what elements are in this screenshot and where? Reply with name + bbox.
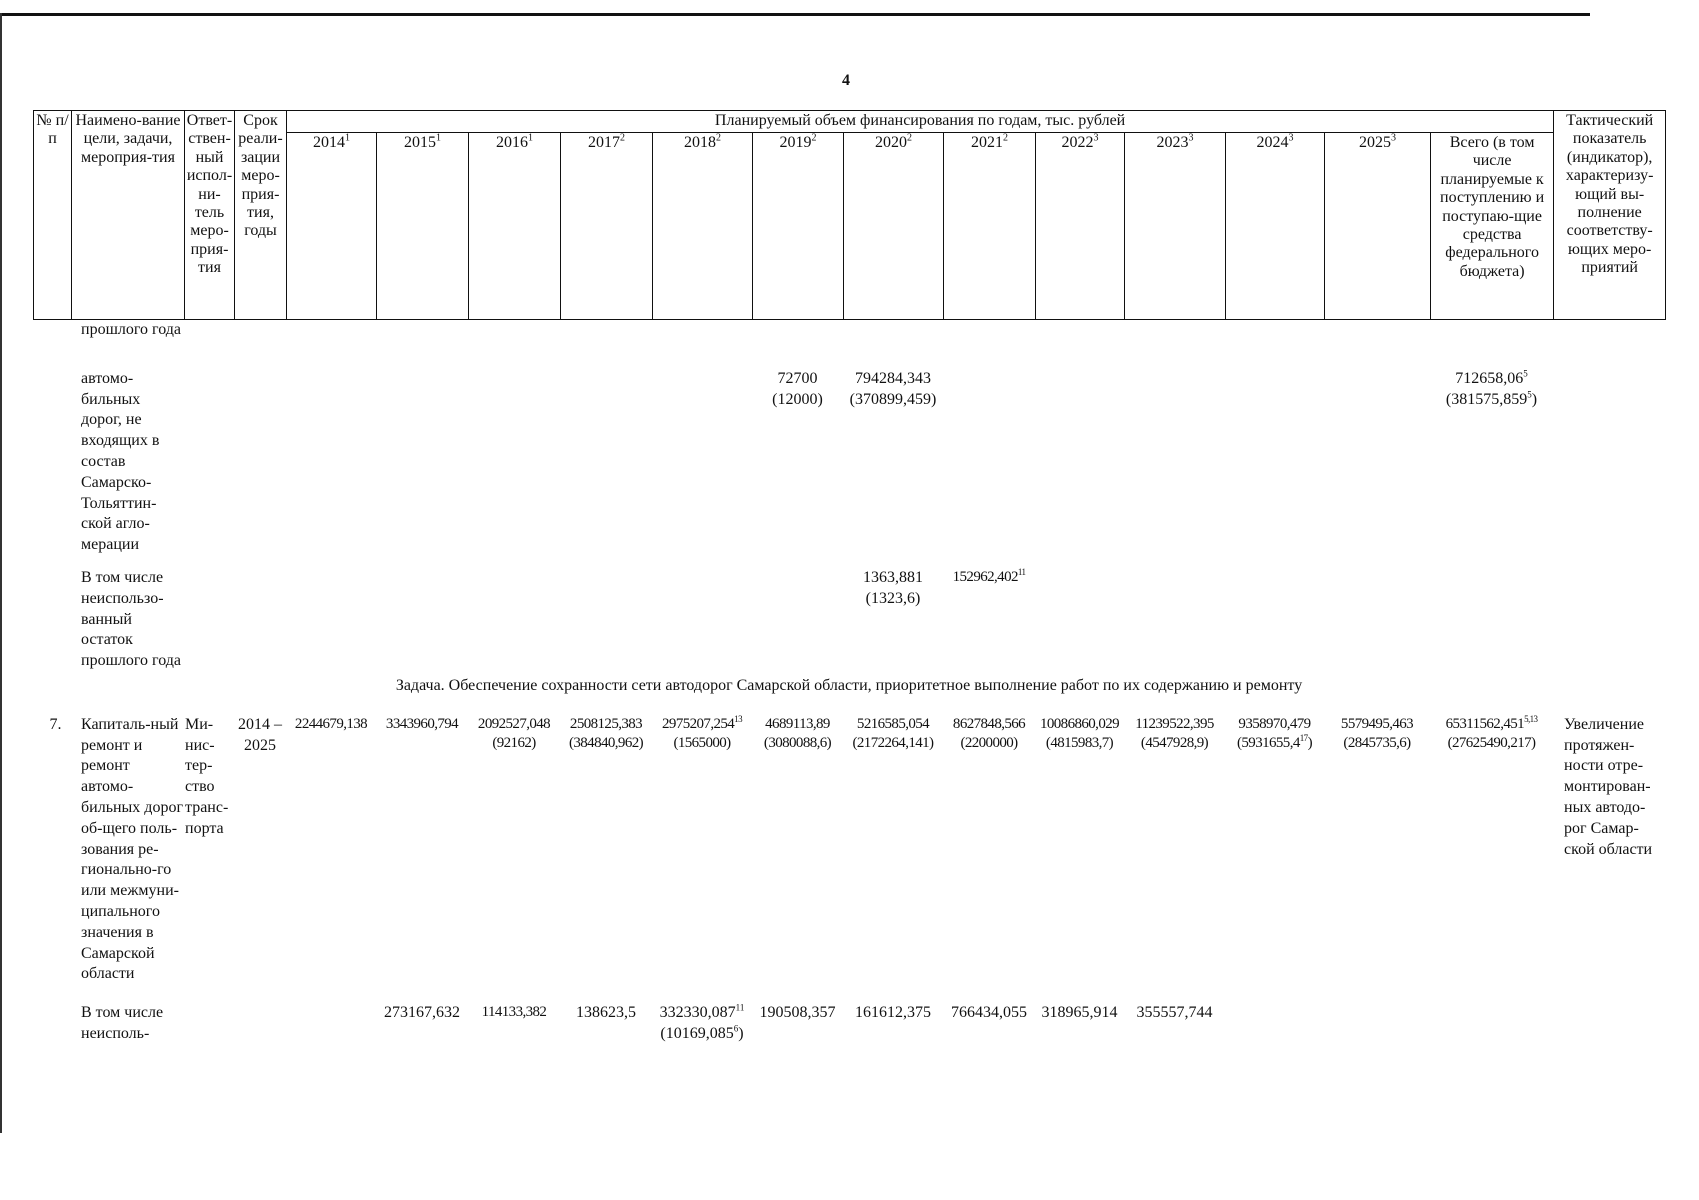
table-row [33,715,1665,985]
row-name: автомо-бильных дорог, не входящих в состав Самарско-Тольяттин-ской агло-мерации [81,369,160,554]
row-term: 2014 – 2025 [238,715,282,754]
header-year: 2018$^2$ [653,133,753,320]
left-border [0,13,2,1133]
cell-2023: 355557,744 [1136,1004,1213,1022]
table-row [33,320,1665,341]
header-term: Срок реали-зации меро-прия-тия, годы [235,111,287,320]
header-responsible: Ответ-ствен-ный испол-ни-тель меро-прия-тия [185,111,235,320]
cell-2023: 11239522,395 (4547928,9) [1135,715,1214,752]
header-total: Всего (в том числе планируемые к поступлению и поступаю-щие средства федерального бюджета) [1431,133,1554,320]
cell-2017: 138623,5 [576,1004,636,1022]
cell-2018: 332330,087$^{11}$ (10169,085$^6$) [659,1002,745,1042]
task-row [33,672,1665,697]
header-year: 2025$^3$ [1325,133,1431,320]
cell-2019: 4689113,89 (3080088,6) [763,715,832,752]
row-indicator: Увеличение протяжен-ности отре-монтирован-ных автодо-рог Самар-ской области [1564,715,1653,858]
header-funding: Планируемый объем финансирования по годам, тыс. рублей [287,111,1554,133]
cell-2018: 2975207,254$^{13}$ (1565000) [662,713,742,752]
header-num: № п/п [34,111,72,320]
page-number: 4 [842,72,850,89]
cell-2021: 8627848,566 (2200000) [952,715,1026,752]
cell-2017: 2508125,383 (384840,962) [568,715,644,752]
cell-2019: 72700 (12000) [772,369,823,408]
cell-2016: 2092527,048 (92162) [477,715,551,752]
cell-2024: 9358970,479 (5931655,4$^{17}$) [1237,715,1312,752]
table-row [33,369,1665,556]
row-name: прошлого года [81,321,181,338]
header-year: 2019$^2$ [753,133,844,320]
cell-2022: 10086860,029 (4815983,7) [1039,715,1120,752]
header-year: 2021$^2$ [944,133,1036,320]
cell-2015: 3343960,794 [385,715,459,732]
header-year: 2024$^3$ [1226,133,1325,320]
cell-2021: 766434,055 [951,1004,1027,1022]
row-responsible: Ми-нис-тер-ство транс-порта [185,715,229,837]
row-name: Капиталь-ный ремонт и ремонт автомо-бильных дорог об-щего поль-зования ре-гионально-го или межмуни-ципального значения в Самарской области [81,715,183,983]
header-year: 2016$^1$ [469,133,561,320]
header-indicator: Тактический показатель (индикатор), характеризу-ющий вы-полнение соответству-ющих меро-приятий [1554,111,1666,320]
header-name: Наимено-вание цели, задачи, мероприя-тия [72,111,185,320]
cell-2015: 273167,632 [384,1004,460,1022]
cell-2020: 161612,375 [855,1004,931,1022]
cell-2021: 152962,402$^{11}$ [952,566,1026,585]
table-body [33,320,1665,1045]
cell-2025: 5579495,463 (2845735,6) [1340,715,1414,752]
header-year: 2015$^1$ [377,133,469,320]
cell-2020: 5216585,054 (2172264,141) [852,715,934,752]
cell-2020: 794284,343 (370899,459) [849,369,937,408]
table-header [33,110,1666,320]
row-name: В том числе неиспользо-ванный остаток прошлого года [81,568,181,670]
header-year: 2022$^3$ [1036,133,1125,320]
cell-2016: 114133,382 [481,1004,547,1021]
cell-total: 65311562,451$^{5,13}$ (27625490,217) [1445,713,1538,752]
cell-2022: 318965,914 [1041,1004,1118,1022]
header-year: 2017$^2$ [561,133,653,320]
header-year: 2014$^1$ [287,133,377,320]
task-title: Задача. Обеспечение сохранности сети автодорог Самарской области, приоритетное выполнение работ по их содержанию и ремонту [395,676,1303,694]
header-year: 2020$^2$ [844,133,944,320]
row-number: 7. [49,715,62,733]
top-border [0,13,1590,16]
cell-total: 712658,06$^5$ (381575,859$^5$) [1445,368,1538,408]
table-row [33,568,1665,672]
cell-2020: 1363,881 (1323,6) [863,568,923,607]
cell-2019: 190508,357 [759,1004,836,1022]
header-year: 2023$^3$ [1125,133,1226,320]
cell-2014: 2244679,138 [294,715,368,732]
row-name: В том числе неисполь- [81,1004,164,1042]
table-row [33,1003,1665,1045]
